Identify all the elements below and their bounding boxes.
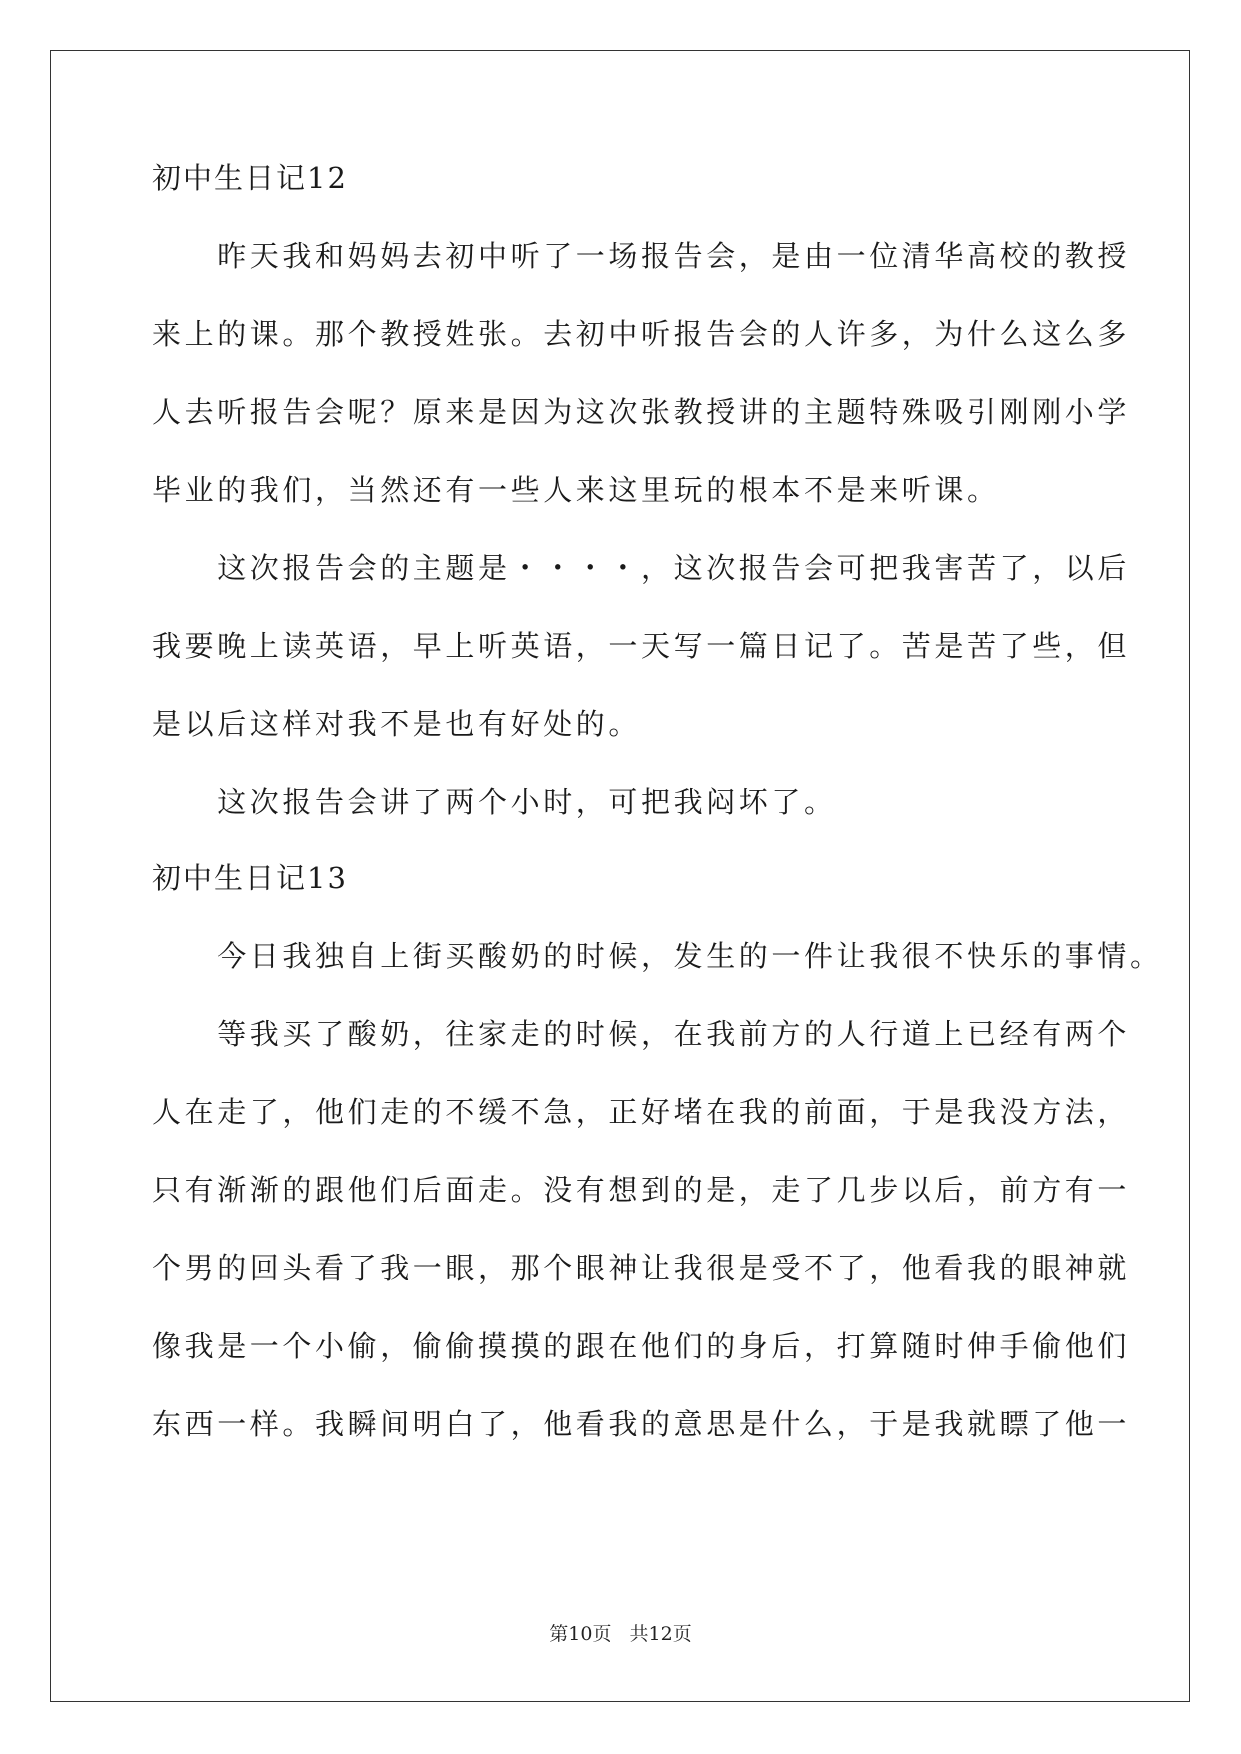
- paragraph-line: 等我买了酸奶，往家走的时候，在我前方的人行道上已经有两个: [152, 1017, 1131, 1051]
- paragraph-line: 只有渐渐的跟他们后面走。没有想到的是，走了几步以后，前方有一: [152, 1173, 1131, 1207]
- paragraph-line: 东西一样。我瞬间明白了，他看我的意思是什么，于是我就瞟了他一: [152, 1407, 1131, 1441]
- paragraph-line: 人去听报告会呢？原来是因为这次张教授讲的主题特殊吸引刚刚小学: [152, 395, 1131, 429]
- paragraph-line: 来上的课。那个教授姓张。去初中听报告会的人许多，为什么这么多: [152, 317, 1131, 351]
- paragraph-line: 这次报告会的主题是・・・・，这次报告会可把我害苦了，以后: [152, 551, 1131, 585]
- page-total: 共12页: [629, 1623, 692, 1645]
- paragraph-line: 今日我独自上街买酸奶的时候，发生的一件让我很不快乐的事情。: [152, 939, 1163, 973]
- paragraph-line: 人在走了，他们走的不缓不急，正好堵在我的前面，于是我没方法，: [152, 1095, 1131, 1129]
- paragraph-line: 像我是一个小偷，偷偷摸摸的跟在他们的身后，打算随时伸手偷他们: [152, 1329, 1131, 1363]
- paragraph-line: 毕业的我们，当然还有一些人来这里玩的根本不是来听课。: [152, 473, 1000, 507]
- paragraph-line: 我要晚上读英语，早上听英语，一天写一篇日记了。苦是苦了些，但: [152, 629, 1131, 663]
- diary-heading-13: 初中生日记13: [152, 861, 348, 895]
- paragraph-line: 昨天我和妈妈去初中听了一场报告会，是由一位清华高校的教授: [152, 239, 1131, 273]
- page-number: 第10页: [549, 1623, 612, 1645]
- diary-heading-12: 初中生日记12: [152, 161, 348, 195]
- paragraph-line: 个男的回头看了我一眼，那个眼神让我很是受不了，他看我的眼神就: [152, 1251, 1131, 1285]
- paragraph-line: 是以后这样对我不是也有好处的。: [152, 707, 642, 741]
- paragraph-line: 这次报告会讲了两个小时，可把我闷坏了。: [152, 785, 837, 819]
- page-footer: [0, 1619, 1241, 1646]
